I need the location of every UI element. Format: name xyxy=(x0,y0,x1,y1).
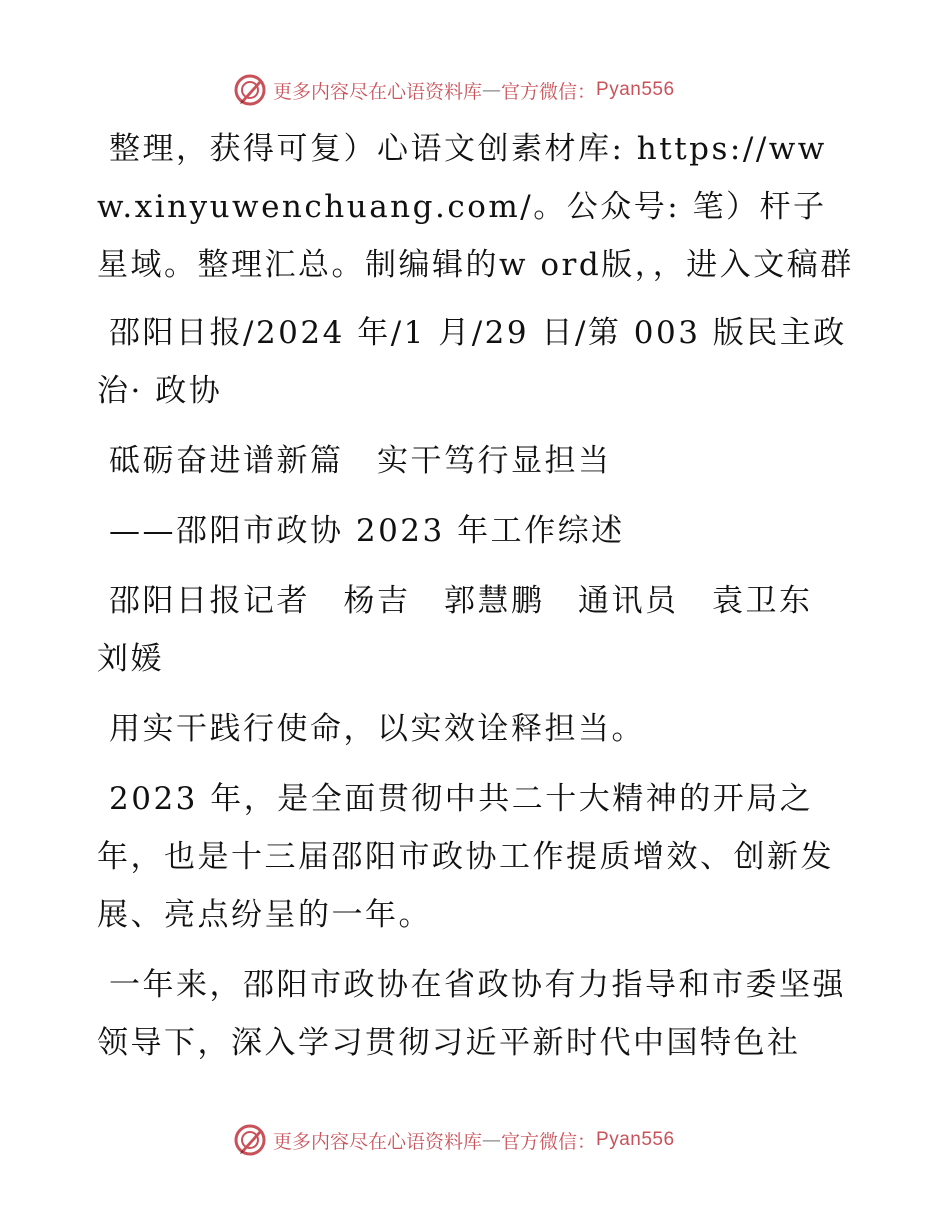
body-paragraph: 2023 年，是全面贯彻中共二十大精神的开局之年，也是十三届邵阳市政协工作提质增效、创新发展、亮点纷呈的一年。 xyxy=(97,781,834,933)
watermark-official-label: 官方微信： xyxy=(501,1130,597,1153)
watermark-main-text: 更多内容尽在心语资料库 xyxy=(273,80,483,103)
body-paragraph: 一年来，邵阳市政协在省政协有力指导和市委坚强领导下，深入学习贯彻习近平新时代中国特色社 xyxy=(97,967,846,1061)
source-notice-paragraph: 整理，获得可复）心语文创素材库: https://www.xinyuwenchuang.com/。公众号: 笔）杆子星域。整理汇总。制编辑的w ord版，，进入文稿群 xyxy=(97,131,854,283)
pen-logo-icon xyxy=(233,1123,267,1157)
watermark-dash: — xyxy=(482,79,502,101)
document-body xyxy=(97,120,857,1084)
watermark-wechat-id: Pyan556 xyxy=(596,79,675,100)
article-subtitle: ——邵阳市政协 2023 年工作综述 xyxy=(109,513,625,549)
header-watermark xyxy=(233,72,675,108)
body-paragraph: 用实干践行使命，以实效诠释担当。 xyxy=(109,711,645,747)
watermark-main-text: 更多内容尽在心语资料库 xyxy=(273,1130,483,1153)
pen-logo-icon xyxy=(233,73,267,107)
publication-info-paragraph: 邵阳日报/2024 年/1 月/29 日/第 003 版民主政治· 政协 xyxy=(97,315,847,409)
byline-paragraph: 邵阳日报记者 杨吉 郭慧鹏 通讯员 袁卫东 刘媛 xyxy=(97,583,846,677)
watermark-wechat-id: Pyan556 xyxy=(596,1129,675,1150)
watermark-official-label: 官方微信： xyxy=(501,80,597,103)
footer-watermark xyxy=(233,1122,675,1158)
article-title: 砥砺奋进谱新篇 实干笃行显担当 xyxy=(109,443,612,479)
watermark-dash: — xyxy=(482,1129,502,1151)
